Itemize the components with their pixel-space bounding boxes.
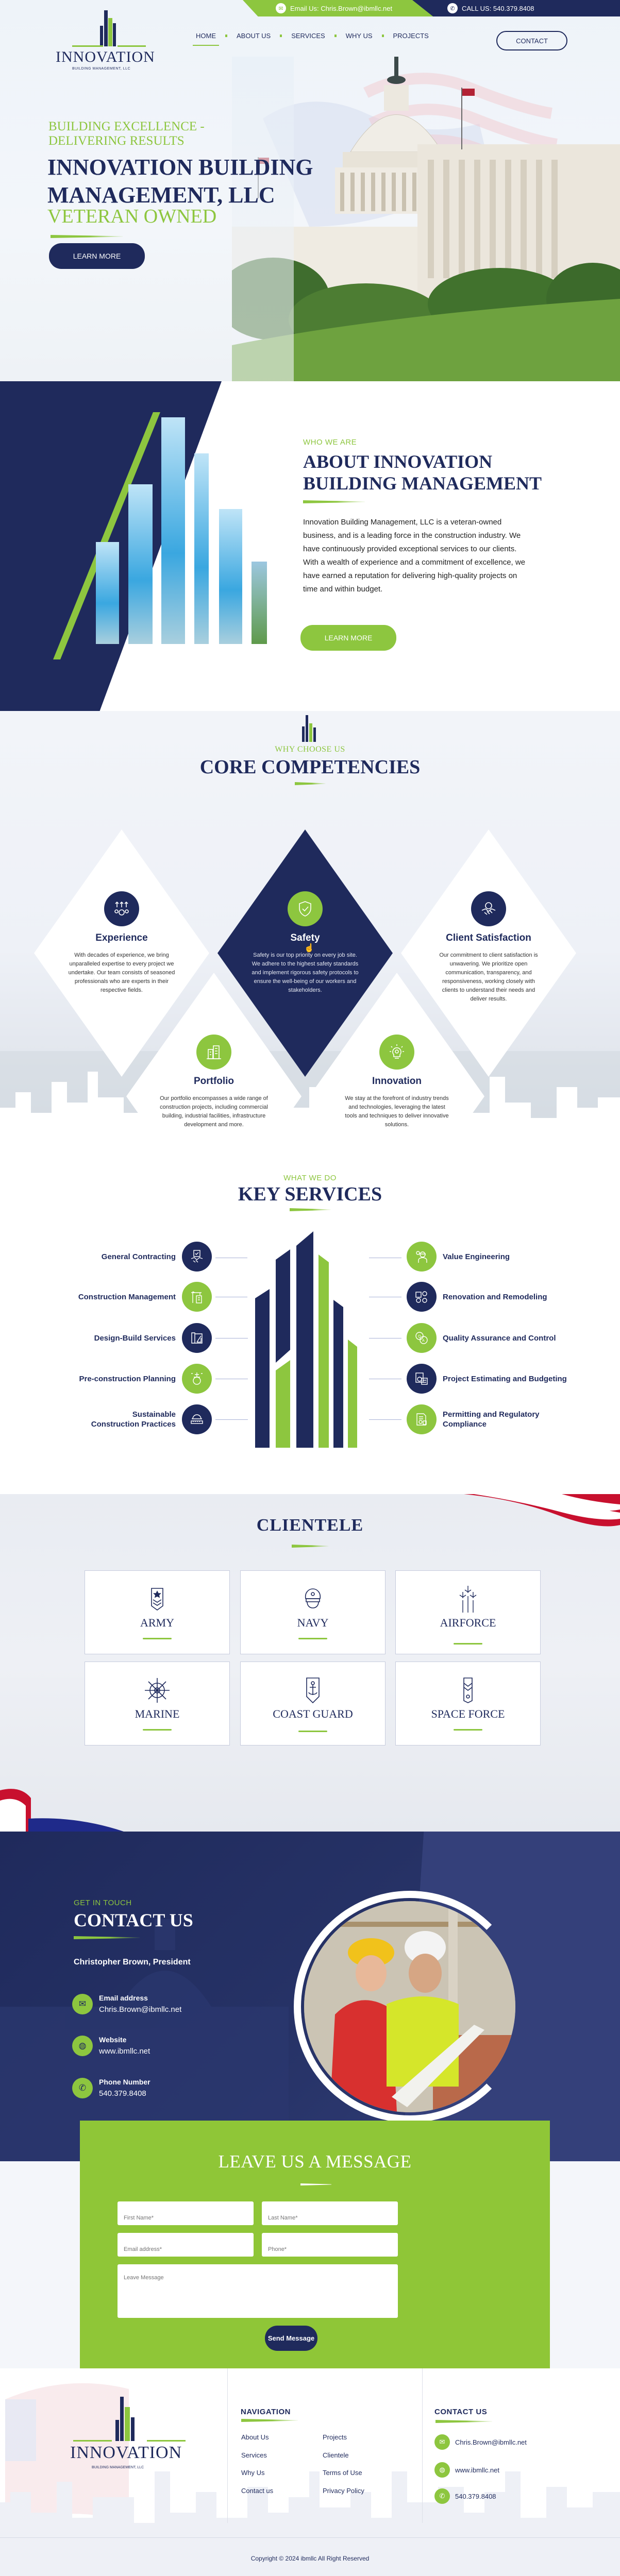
service-quality-assurance[interactable]: Q A Quality Assurance and Control [407, 1323, 556, 1353]
nav-separator [280, 35, 282, 37]
competency-text: We stay at the forefront of industry trends and technologies, leveraging the latest tools and techniques to deliver innovative solutions. [345, 1095, 449, 1128]
svg-text:A: A [422, 1339, 425, 1343]
competency-text: Our portfolio encompasses a wide range of construction projects, including commercial building, industrial facilities, infrastructure development and more. [160, 1095, 268, 1128]
key-services-section [0, 1144, 620, 1494]
footer-logo-tagline: BUILDING MANAGEMENT, LLC [92, 2466, 144, 2469]
topbar-email-link[interactable] [276, 3, 392, 13]
nav-separator [382, 35, 384, 37]
core-header [0, 711, 620, 785]
footer-website[interactable]: ◍ www.ibmllc.net [434, 2462, 499, 2478]
engineer-icon [407, 1242, 437, 1272]
qa-bubbles-icon [407, 1323, 437, 1353]
service-permitting[interactable]: Permitting and Regulatory Compliance [407, 1404, 561, 1434]
tools-icon [407, 1282, 437, 1312]
buildings-icon [196, 1035, 231, 1070]
nav-home[interactable]: HOME [196, 32, 216, 40]
phone-icon: ✆ [447, 3, 458, 13]
service-sustainable-construction[interactable]: Sustainable Construction Practices [83, 1404, 212, 1434]
service-design-build[interactable]: Design-Build Services [94, 1323, 212, 1353]
captain-hat-icon [241, 1586, 385, 1612]
about-section [0, 381, 620, 711]
envelope-icon: ✉ [434, 2434, 450, 2450]
last-name-input[interactable] [262, 2201, 398, 2225]
footer-email[interactable]: ✉ Chris.Brown@ibmllc.net [434, 2434, 527, 2450]
footer-link-privacy[interactable]: Privacy Policy [323, 2487, 364, 2495]
logo-building-icon [113, 2397, 144, 2441]
logo-tagline: BUILDING MANAGEMENT, LLC [72, 67, 131, 71]
svg-text:Q: Q [418, 1335, 421, 1338]
services-header [0, 1174, 620, 1211]
form-title: LEAVE US A MESSAGE [218, 2151, 412, 2172]
services-kicker: WHAT WE DO [283, 1174, 337, 1182]
phone-icon: ✆ [434, 2488, 450, 2504]
rank-chevron-icon [85, 1586, 229, 1612]
shield-check-icon [288, 891, 323, 926]
core-kicker: WHY CHOOSE US [275, 745, 345, 754]
competency-text: With decades of experience, we bring unparalleled expertise to every project we undertake. Our team consists of seasoned professionals who are experts in their respective fields. [68, 952, 175, 993]
accent-divider [292, 1545, 329, 1548]
message-textarea[interactable] [118, 2264, 398, 2318]
competency-title: Portfolio [193, 1076, 234, 1087]
competency-text: Safety is our top priority on every job site. We adhere to the highest safety standards and implement rigorous safety protocols to ensure the well-being of our workers and stakeholders. [252, 952, 359, 993]
competency-text: Our commitment to client satisfaction is unwavering. We prioritize open communication, transparency, and responsiveness, working closely with clients to understand their needs and deliver results. [439, 952, 538, 1002]
footer-phone[interactable]: ✆ 540.379.8408 [434, 2488, 496, 2504]
about-body: Innovation Building Management, LLC is a veteran-owned business, and is a leading force in the construction industry. We have continuously provided exceptional services to our clients. With a wealth of experience and a commitment of excellence, we have earned a reputation for delivering high-quality projects on time and within budget. [303, 518, 526, 594]
accent-divider [303, 500, 365, 503]
nav-services[interactable]: SERVICES [291, 32, 325, 40]
services-title: KEY SERVICES [238, 1183, 382, 1205]
accent-divider [51, 235, 123, 238]
mouse-cursor-icon: ☝ [304, 944, 314, 953]
footer-link-contact[interactable]: Contact us [241, 2487, 274, 2495]
service-renovation[interactable]: Renovation and Remodeling [407, 1282, 547, 1312]
service-project-estimating[interactable]: Project Estimating and Budgeting [407, 1364, 567, 1394]
clientele-title: CLIENTELE [256, 1516, 364, 1535]
email-input[interactable] [118, 2233, 254, 2257]
hero-learn-more-button[interactable]: LEARN MORE [49, 243, 145, 269]
footer-link-services[interactable]: Services [241, 2451, 267, 2459]
footer-link-clientele[interactable]: Clientele [323, 2451, 349, 2459]
contact-title: CONTACT US [74, 1910, 193, 1930]
hero-subtitle: VETERAN OWNED [47, 206, 217, 227]
service-general-contracting[interactable]: General Contracting [102, 1242, 212, 1272]
footer-logo[interactable] [67, 2397, 191, 2469]
services-skyline-graphic [255, 1231, 363, 1448]
ship-wheel-icon [85, 1677, 229, 1703]
service-construction-management[interactable]: Construction Management [78, 1282, 212, 1312]
anchor-shield-icon [241, 1677, 385, 1703]
contact-phone[interactable]: ✆ Phone Number 540.379.8408 [72, 2078, 150, 2098]
client-card-army[interactable]: ARMY [85, 1570, 230, 1654]
contact-button[interactable]: CONTACT [496, 31, 567, 50]
competency-title: Experience [95, 933, 148, 943]
footer [0, 2368, 620, 2576]
main-nav [196, 32, 429, 40]
topbar-phone-link[interactable] [447, 3, 534, 13]
message-form-section [80, 2121, 550, 2368]
contact-person: Christopher Brown, President [74, 1958, 191, 1967]
contact-kicker: GET IN TOUCH [74, 1899, 132, 1907]
contact-section [0, 1832, 620, 2161]
document-stamp-icon [407, 1404, 437, 1434]
contact-website[interactable]: ◍ Website www.ibmllc.net [72, 2036, 150, 2056]
lightbulb-gear-icon [379, 1035, 414, 1070]
logo-building-icon [300, 713, 321, 742]
send-message-button[interactable]: Send Message [265, 2326, 317, 2351]
footer-contact-heading: CONTACT US [434, 2408, 488, 2416]
contact-header [74, 1899, 193, 1967]
blueprint-icon [182, 1323, 212, 1353]
logo-building-icon [93, 5, 124, 46]
insignia-icon [396, 1677, 540, 1703]
client-card-airforce[interactable]: AIRFORCE [395, 1570, 541, 1654]
contract-handshake-icon [182, 1242, 212, 1272]
nav-projects[interactable]: PROJECTS [393, 32, 429, 40]
handshake-gear-icon [471, 891, 506, 926]
client-card-marine[interactable]: MARINE [85, 1662, 230, 1745]
hero-title: INNOVATION BUILDING MANAGEMENT, LLC [47, 155, 313, 208]
team-growth-icon [104, 891, 139, 926]
about-learn-more-button[interactable]: LEARN MORE [300, 625, 396, 651]
capitol-building-image [232, 57, 620, 381]
client-card-navy[interactable]: NAVY [240, 1570, 386, 1654]
first-name-input[interactable] [118, 2201, 254, 2225]
hero-kicker: BUILDING EXCELLENCE - DELIVERING RESULTS [48, 120, 205, 148]
hero-section [0, 0, 620, 381]
accent-divider [290, 1208, 331, 1211]
competency-title: Safety [290, 933, 320, 943]
about-text-block [303, 438, 542, 596]
construction-workers-photo [304, 1901, 515, 2112]
hardhat-ruler-icon [182, 1404, 212, 1434]
footer-link-about[interactable]: About Us [241, 2433, 269, 2441]
footer-logo-text: INNOVATION [70, 2443, 182, 2462]
competency-innovation [309, 973, 484, 1144]
topbar-phone-text: CALL US: 540.379.8408 [462, 4, 534, 12]
client-card-coast-guard[interactable]: COAST GUARD [240, 1662, 386, 1745]
competency-portfolio [126, 973, 301, 1144]
building-gear-icon [182, 1364, 212, 1394]
service-value-engineering[interactable]: Value Engineering [407, 1242, 510, 1272]
footer-link-terms[interactable]: Terms of Use [323, 2469, 362, 2477]
clientele-header [0, 1515, 620, 1548]
competency-title: Innovation [372, 1076, 422, 1087]
phone-icon: ✆ [72, 2078, 93, 2098]
logo[interactable] [52, 5, 170, 72]
flag-ribbon-decoration [0, 1780, 124, 1832]
accent-divider [74, 1936, 140, 1939]
globe-icon: ◍ [434, 2462, 450, 2478]
core-title: CORE COMPETENCIES [199, 756, 421, 778]
nav-separator [225, 35, 227, 37]
clientele-section [0, 1494, 620, 1832]
envelope-icon: ✉ [276, 3, 286, 13]
accent-divider [300, 2183, 331, 2185]
about-title: ABOUT INNOVATION BUILDING MANAGEMENT [303, 451, 542, 494]
crane-icon [182, 1282, 212, 1312]
footer-link-why-us[interactable]: Why Us [241, 2469, 265, 2477]
client-card-space-force[interactable]: SPACE FORCE [395, 1662, 541, 1745]
service-preconstruction-planning[interactable]: Pre-construction Planning [79, 1364, 212, 1394]
accent-divider [295, 782, 326, 785]
core-competencies-section [0, 711, 620, 1144]
logo-text: INNOVATION [56, 48, 155, 65]
about-kicker: WHO WE ARE [303, 438, 357, 447]
competency-title: Client Satisfaction [446, 933, 531, 943]
nav-separator [334, 35, 337, 37]
envelope-icon: ✉ [72, 1994, 93, 2014]
footer-link-projects[interactable]: Projects [323, 2433, 347, 2441]
copyright: Copyright © 2024 ibmllc All Right Reserved [250, 2555, 370, 2562]
jets-formation-icon [396, 1586, 540, 1612]
calculator-icon [407, 1364, 437, 1394]
nav-about[interactable]: ABOUT US [237, 32, 271, 40]
nav-why-us[interactable]: WHY US [345, 32, 373, 40]
contact-email[interactable]: ✉ Email address Chris.Brown@ibmllc.net [72, 1994, 181, 2014]
topbar-email-text: Email Us: Chris.Brown@ibmllc.net [290, 4, 393, 12]
phone-input[interactable] [262, 2233, 398, 2257]
footer-nav-heading: NAVIGATION [241, 2408, 291, 2416]
globe-icon: ◍ [72, 2036, 93, 2056]
